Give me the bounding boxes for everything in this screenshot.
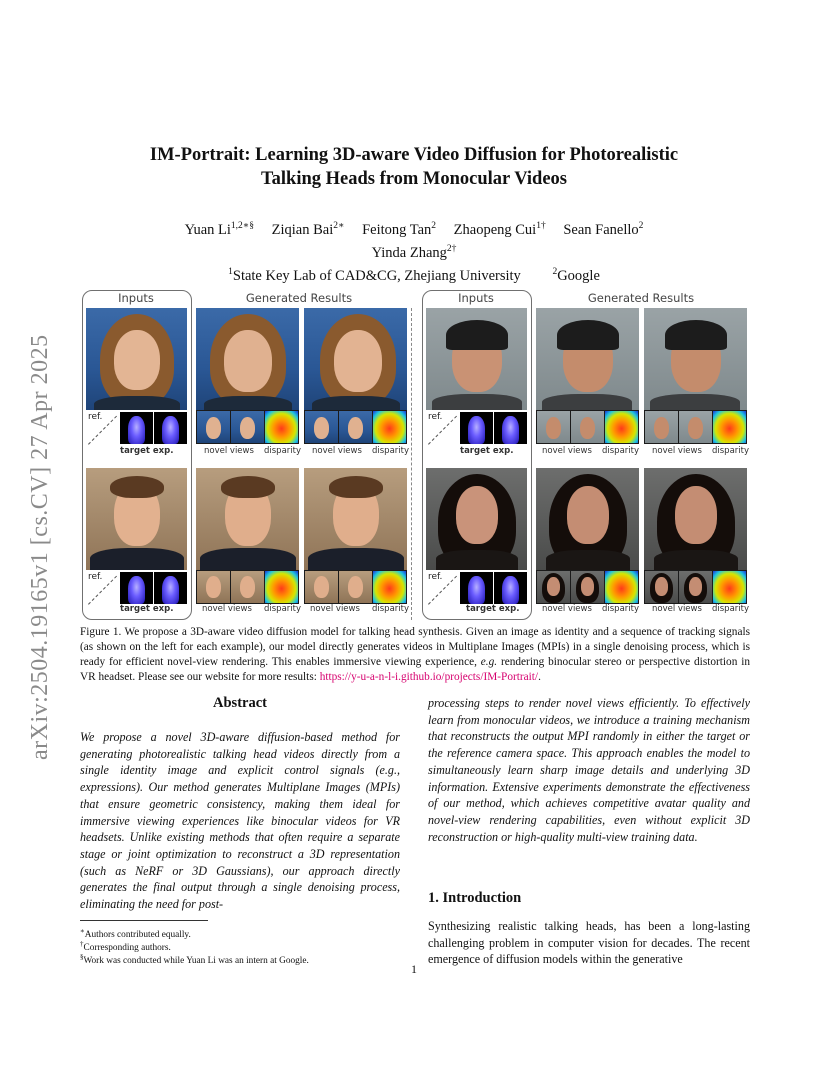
disparity-label: disparity [602, 446, 640, 456]
novel-view-strip [196, 570, 299, 604]
footnote-text: Work was conducted while Yuan Li was an intern at Google. [83, 956, 309, 967]
teaser-figure [80, 288, 750, 618]
author-block [80, 217, 748, 285]
portrait-image [644, 468, 747, 570]
target-exp-thumb [154, 412, 187, 444]
ref-label: ref. [88, 572, 103, 582]
target-exp-thumb [120, 572, 153, 604]
target-exp-label: target exp. [466, 604, 520, 614]
novel-view-strip [304, 570, 407, 604]
input-strip [426, 410, 527, 446]
page-number: 1 [411, 962, 417, 976]
novel-views-label: novel views [652, 446, 702, 456]
abstract-text-right: processing steps to render novel views efficiently. To effectively learn from monocular videos, we introduce a training mechanism that reconstructs the output MPI randomly in either the target or the reference camera space. This approach enables the model to simultaneously learn sharp image details and underlying 3D information. Extensive experiments demonstrate the effectiveness of our method, which achieves competitive avatar quality and novel-view rendering capabilities, even without explicit 3D reconstruction or high-quality multi-view training data. [428, 696, 750, 844]
inputs-header: Inputs [458, 291, 494, 305]
input-strip [426, 570, 527, 606]
figure-caption [80, 625, 750, 685]
footnote-mark: ∗ [80, 927, 85, 935]
introduction-heading: 1. Introduction [428, 890, 522, 906]
author-sup: 2† [446, 243, 457, 254]
author-name: Yuan Li [184, 221, 231, 238]
portrait-image [304, 308, 407, 410]
portrait-image [196, 308, 299, 410]
generated-header: Generated Results [587, 291, 695, 305]
disparity-label: disparity [264, 604, 302, 614]
target-exp-thumb [494, 572, 527, 604]
caption-text: rendering binocular stereo or perspective distortion in VR headset. Please see our website for more results: [80, 656, 750, 683]
novel-view-strip [304, 410, 407, 444]
disparity-label: disparity [264, 446, 302, 456]
novel-views-label: novel views [202, 604, 252, 614]
disparity-map [605, 411, 638, 443]
novel-views-label: novel views [204, 446, 254, 456]
generated-header: Generated Results [245, 291, 353, 305]
figure-divider [411, 308, 412, 620]
footnote-text: Corresponding authors. [83, 943, 171, 954]
author-name: Zhaopeng Cui [453, 221, 537, 238]
portrait-image [426, 468, 527, 570]
portrait-image [86, 468, 187, 570]
input-strip [86, 410, 187, 446]
caption-text: Figure 1. We propose a 3D-aware video diffusion model for talking head synthesis. Given an image as identity and a sequence of tracking signals (as shown on the left for each example), our model directly generates videos in Multiplane Images (MPIs) in a single denoising process, which is ready for efficient novel-view rendering. This enables immersive viewing experience, [80, 626, 750, 668]
caption-end: . [538, 671, 541, 683]
novel-view-strip [644, 570, 747, 604]
novel-view-strip [196, 410, 299, 444]
ref-label: ref. [428, 412, 443, 422]
novel-views-label: novel views [542, 446, 592, 456]
disparity-map [605, 571, 638, 603]
introduction-text: Synthesizing realistic talking heads, has been a long-lasting challenging problem in computer vision for decades. The recent emergence of diffusion models within the generative [428, 919, 750, 967]
footnote-mark: † [80, 940, 84, 948]
arxiv-identifier: arXiv:2504.19165v1 [cs.CV] 27 Apr 2025 [27, 334, 53, 760]
affiliation: Google [557, 267, 600, 284]
novel-views-label: novel views [312, 446, 362, 456]
disparity-map [265, 571, 298, 603]
disparity-label: disparity [602, 604, 640, 614]
inputs-header: Inputs [118, 291, 154, 305]
portrait-image [196, 468, 299, 570]
ref-label: ref. [88, 412, 103, 422]
author-sup: 2 [638, 221, 644, 231]
footnote-mark: § [80, 953, 84, 961]
portrait-image [536, 468, 639, 570]
target-exp-label: target exp. [120, 604, 174, 614]
disparity-map [265, 411, 298, 443]
target-exp-thumb [154, 572, 187, 604]
disparity-map [713, 571, 746, 603]
ref-label: ref. [428, 572, 443, 582]
disparity-map [373, 411, 406, 443]
footnote-text: Authors contributed equally. [84, 930, 191, 941]
novel-view-strip [644, 410, 747, 444]
title-line-2: Talking Heads from Monocular Videos [261, 169, 567, 189]
disparity-label: disparity [372, 604, 410, 614]
novel-views-label: novel views [542, 604, 592, 614]
abstract-text-left: We propose a novel 3D-aware diffusion-based method for generating photorealistic talking head videos directly from a single identity image and explicit control signals (e.g., expressions). Our method generates Multiplane Images (MPIs) that ensure geometric consistency, making them ideal for immersive viewing experiences like binocular videos for VR headsets. Unlike existing methods that often require a separate stage or joint optimization to reconstruct a 3D representation (such as NeRF or 3D Gaussians), our approach directly generates the final output through a single denoising process, eliminating the need for post- [80, 730, 400, 912]
target-exp-thumb [494, 412, 527, 444]
author-line-1 [80, 217, 748, 240]
affiliation-sup: 1 [228, 266, 233, 277]
disparity-map [713, 411, 746, 443]
target-exp-thumb [120, 412, 153, 444]
paper-title [80, 143, 748, 191]
target-exp-label: target exp. [120, 446, 174, 456]
target-exp-thumb [460, 412, 493, 444]
target-exp-thumb [460, 572, 493, 604]
title-line-1: IM-Portrait: Learning 3D-aware Video Diffusion for Photorealistic [149, 145, 679, 165]
author-name: Feitong Tan [362, 221, 432, 238]
abstract-heading: Abstract [213, 695, 267, 711]
author-line-2 [80, 240, 748, 263]
novel-view-strip [536, 410, 639, 444]
disparity-label: disparity [372, 446, 410, 456]
caption-eg: e.g. [480, 656, 498, 668]
author-sup: 2 [431, 221, 437, 231]
novel-view-strip [536, 570, 639, 604]
affiliation: State Key Lab of CAD&CG, Zhejiang University [232, 267, 521, 284]
author-name: Sean Fanello [563, 221, 639, 238]
novel-views-label: novel views [652, 604, 702, 614]
affiliation-line [80, 263, 748, 286]
disparity-label: disparity [712, 604, 750, 614]
author-sup: 1,2∗§ [230, 221, 254, 231]
author-sup: 1† [536, 221, 546, 231]
portrait-image [426, 308, 527, 410]
disparity-map [373, 571, 406, 603]
author-sup: 2∗ [333, 221, 345, 231]
portrait-image [536, 308, 639, 410]
author-name: Ziqian Bai [271, 221, 334, 238]
portrait-image [644, 308, 747, 410]
target-exp-label: target exp. [460, 446, 514, 456]
novel-views-label: novel views [310, 604, 360, 614]
disparity-label: disparity [712, 446, 750, 456]
affiliation-sup: 2 [552, 266, 558, 277]
project-website-link[interactable]: https://y-u-a-n-l-i.github.io/projects/IM-Portrait/ [319, 671, 539, 683]
footnote-rule [80, 920, 208, 921]
portrait-image [304, 468, 407, 570]
author-name: Yinda Zhang [371, 244, 447, 261]
portrait-image [86, 308, 187, 410]
input-strip [86, 570, 187, 606]
